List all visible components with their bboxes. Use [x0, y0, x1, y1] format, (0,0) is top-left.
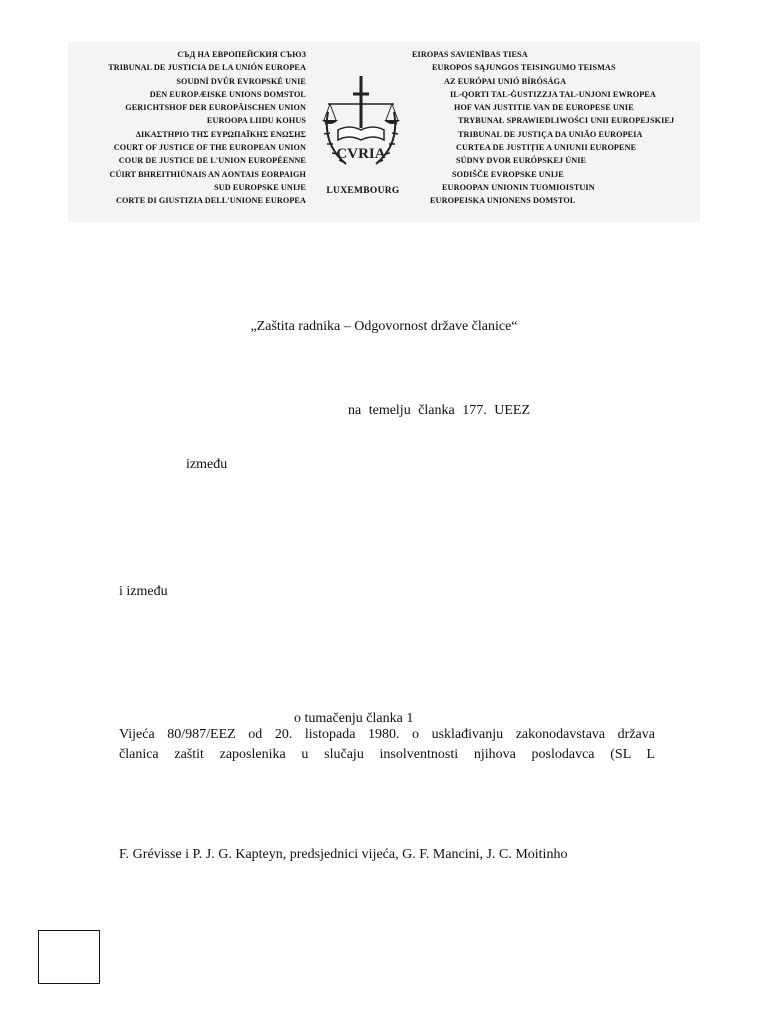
court-name: EUROOPA LIIDU KOHUS [206, 116, 306, 126]
directive-text-line-2: članica zaštit zaposlenika u slučaju insolventnosti njihova poslodavca (SL L [119, 747, 655, 762]
court-name: SUD EUROPSKE UNIJE [214, 182, 306, 192]
court-name: SODIŠČE EVROPSKE UNIJE [452, 169, 564, 179]
court-name: EUROPEISKA UNIONENS DOMSTOL [430, 196, 576, 206]
court-name: COURT OF JUSTICE OF THE EUROPEAN UNION [113, 143, 306, 153]
court-name: TRIBUNAL DE JUSTIÇA DA UNIÃO EUROPEIA [458, 129, 643, 139]
court-name: EUROPOS SĄJUNGOS TEISINGUMO TEISMAS [432, 63, 616, 73]
cvria-emblem-icon [316, 72, 406, 182]
between-label-1: između [186, 457, 228, 472]
court-name: CÚIRT BHREITHIÚNAIS AN AONTAIS EORPAIGH [109, 169, 306, 179]
directive-text-line-1: Vijeća 80/987/EEZ od 20. listopada 1980. o usklađivanju zakonodavstava država [119, 727, 655, 742]
emblem-text: CVRIA [336, 146, 386, 162]
court-name: DEN EUROPÆISKE UNIONS DOMSTOL [149, 89, 306, 99]
court-names-left [108, 48, 306, 208]
court-name: SOUDNÍ DVŮR EVROPSKÉ UNIE [176, 76, 306, 86]
court-name: COUR DE JUSTICE DE L'UNION EUROPÉENNE [118, 156, 306, 166]
interpretation-line: o tumačenju članka 1 [294, 711, 414, 726]
page-number-box [38, 930, 100, 984]
judges-line: F. Grévisse i P. J. G. Kapteyn, predsjednici vijeća, G. F. Mancini, J. C. Moitinho [119, 847, 568, 862]
court-name: СЪД НА ЕВРОПЕЙСКИЯ СЪЮЗ [177, 50, 306, 59]
court-names-right [412, 48, 674, 208]
court-name: EUROOPAN UNIONIN TUOMIOISTUIN [442, 182, 595, 192]
between-label-2: i između [119, 584, 168, 599]
court-name: CORTE DI GIUSTIZIA DELL'UNIONE EUROPEA [115, 196, 306, 206]
court-name: CURTEA DE JUSTIȚIE A UNIUNII EUROPENE [456, 143, 637, 153]
court-name: EIROPAS SAVIENĪBAS TIESA [412, 50, 528, 59]
court-name: SÚDNY DVOR EURÓPSKEJ ÚNIE [456, 156, 587, 166]
court-name: TRYBUNAŁ SPRAWIEDLIWOŚCI UNII EUROPEJSKIEJ [458, 116, 675, 126]
location-label: LUXEMBOURG [326, 186, 400, 196]
court-name: GERICHTSHOF DER EUROPÄISCHEN UNION [125, 103, 306, 113]
court-name: IL-QORTI TAL-ĠUSTIZZJA TAL-UNJONI EWROPEA [450, 89, 656, 99]
court-name: ΔΙΚΑΣΤΗΡΙΟ ΤΗΣ ΕΥΡΩΠΑΪΚΗΣ ΕΝΩΣΗΣ [135, 129, 306, 139]
court-name: HOF VAN JUSTITIE VAN DE EUROPESE UNIE [454, 103, 634, 113]
court-name: TRIBUNAL DE JUSTICIA DE LA UNIÓN EUROPEA [108, 63, 306, 73]
court-name: AZ EURÓPAI UNIÓ BÍRÓSÁGA [444, 76, 567, 86]
legal-basis: na temelju članka 177. UEEZ [348, 403, 530, 418]
case-subject: „Zaštita radnika – Odgovornost države članice“ [250, 319, 518, 334]
